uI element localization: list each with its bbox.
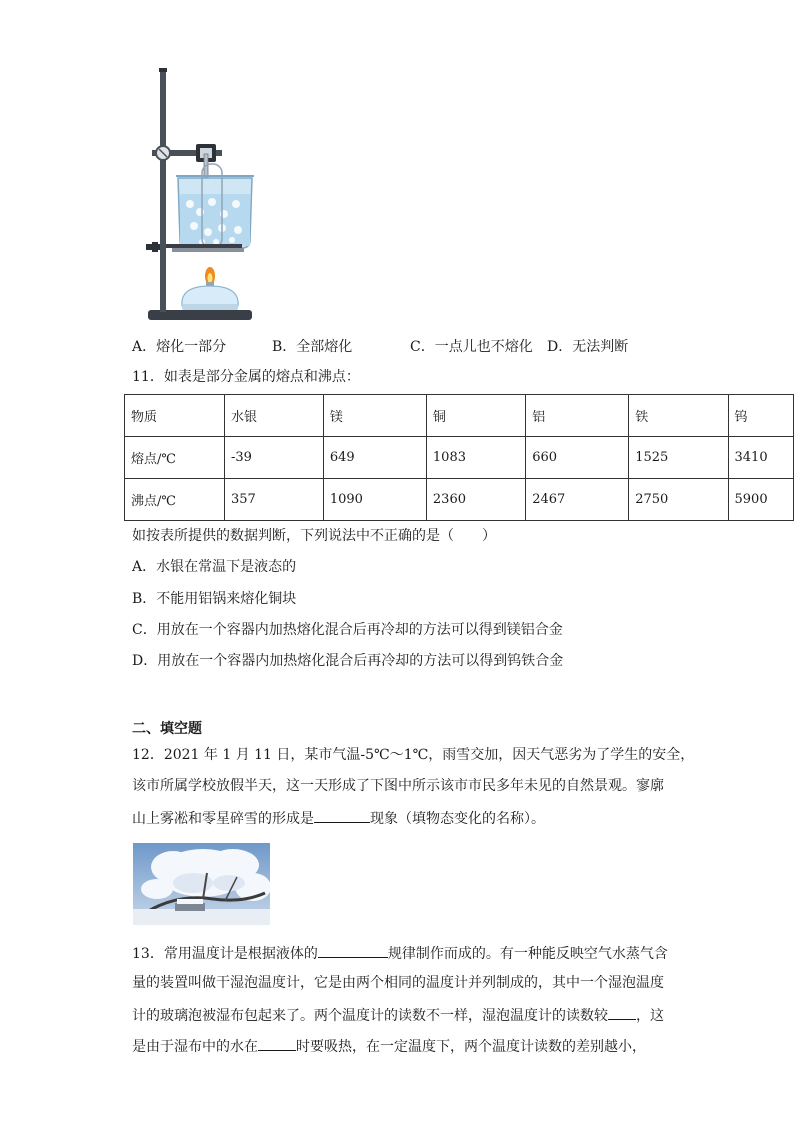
- table-cell: 3410: [728, 437, 793, 479]
- section-title: 二、填空题: [132, 721, 202, 737]
- q11-option-b: B．不能用铝锅来熔化铜块: [132, 591, 297, 607]
- table-cell: 649: [323, 437, 426, 479]
- table-header-cell: 铜: [426, 395, 525, 437]
- q11-question: 如按表所提供的数据判断，下列说法中不正确的是（ ）: [132, 528, 496, 544]
- q13-line-3-pre: 计的玻璃泡被湿布包起来了。两个温度计的读数不一样，湿泡温度计的读数较: [132, 1008, 608, 1024]
- table-cell: 熔点/℃: [125, 437, 225, 479]
- q11-stem: 11．如表是部分金属的熔点和沸点：: [132, 369, 360, 385]
- table-row: [125, 395, 794, 437]
- table-cell: -39: [224, 437, 323, 479]
- table-cell: 2360: [426, 479, 525, 521]
- q13-answer-blank-1[interactable]: [318, 942, 388, 958]
- table-cell: 2750: [629, 479, 728, 521]
- table-row: [125, 479, 794, 521]
- q13-line-4-pre: 是由于湿布中的水在: [132, 1039, 258, 1055]
- table-header-cell: 水银: [224, 395, 323, 437]
- q12-line-3: [132, 807, 545, 829]
- q13-answer-blank-2[interactable]: [608, 1004, 636, 1020]
- metal-properties-table: [124, 394, 794, 521]
- q11-option-a: A．水银在常温下是液态的: [132, 559, 297, 575]
- table-header-cell: 铝: [526, 395, 629, 437]
- table-cell: 357: [224, 479, 323, 521]
- table-header-cell: 物质: [125, 395, 225, 437]
- q13-line-4-post: 时要吸热，在一定温度下，两个温度计读数的差别越小，: [296, 1039, 646, 1055]
- table-cell: 1083: [426, 437, 525, 479]
- table-header-cell: 钨: [728, 395, 793, 437]
- q13-line-4: [132, 1035, 646, 1057]
- q12-answer-blank[interactable]: [314, 807, 370, 823]
- apparatus-figure: [132, 64, 272, 326]
- q13-line-3: [132, 1004, 664, 1026]
- table-cell: 660: [526, 437, 629, 479]
- q13-line-3-post: ，这: [636, 1008, 664, 1024]
- q12-line-2: 该市所属学校放假半天，这一天形成了下图中所示该市市民多年未见的自然景观。寥廓: [132, 778, 664, 794]
- q12-line-3-pre: 山上雾凇和零星碎雪的形成是: [132, 811, 314, 827]
- q12-line-1: 12．2021 年 1 月 11 日，某市气温-5℃～1℃，雨雪交加，因天气恶劣为了学生的安全，: [132, 747, 695, 763]
- q13-line-1-post: 规律制作而成的。有一种能反映空气水蒸气含: [387, 946, 668, 962]
- q13-line-1-pre: 13．常用温度计是根据液体的: [132, 946, 318, 962]
- q11-option-c: C．用放在一个容器内加热熔化混合后再冷却的方法可以得到镁铝合金: [132, 622, 563, 638]
- q13-answer-blank-3[interactable]: [258, 1035, 296, 1051]
- q13-line-1: [132, 942, 668, 964]
- q10-option-c: C．一点儿也不熔化: [410, 339, 533, 355]
- table-cell: 2467: [526, 479, 629, 521]
- q10-option-b: B．全部熔化: [272, 339, 353, 355]
- q11-option-d: D．用放在一个容器内加热熔化混合后再冷却的方法可以得到钨铁合金: [132, 653, 564, 669]
- table-cell: 1525: [629, 437, 728, 479]
- q10-option-d: D．无法判断: [547, 339, 629, 355]
- q12-line-3-post: 现象（填物态变化的名称）。: [370, 811, 545, 827]
- table-header-cell: 铁: [629, 395, 728, 437]
- table-cell: 沸点/℃: [125, 479, 225, 521]
- rime-tree-photo: [133, 843, 270, 925]
- q13-line-2: 量的装置叫做干湿泡温度计，它是由两个相同的温度计并列制成的，其中一个湿泡温度: [132, 975, 664, 991]
- table-cell: 5900: [728, 479, 793, 521]
- q10-option-a: A．熔化一部分: [132, 339, 227, 355]
- table-header-cell: 镁: [323, 395, 426, 437]
- table-cell: 1090: [323, 479, 426, 521]
- table-row: [125, 437, 794, 479]
